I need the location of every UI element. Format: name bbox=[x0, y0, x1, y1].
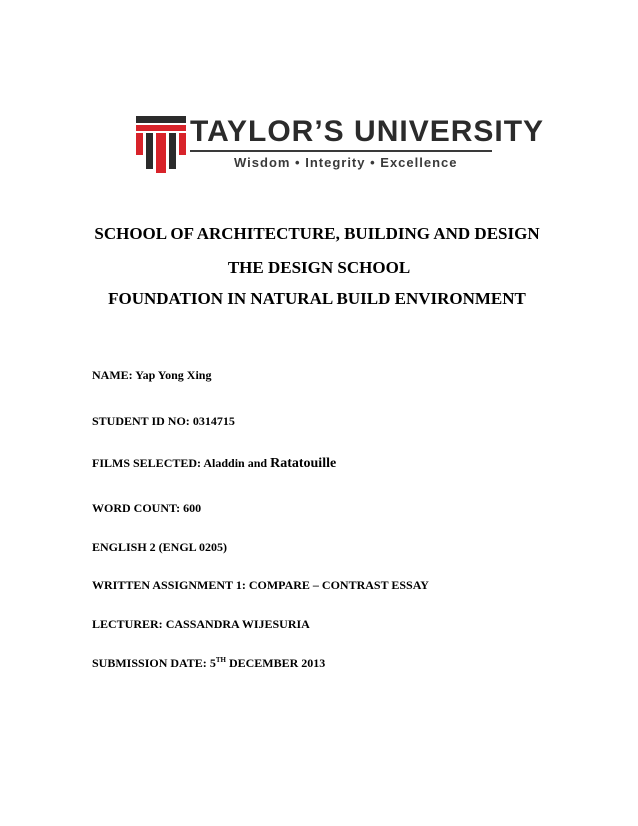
school-title: SCHOOL OF ARCHITECTURE, BUILDING AND DESIGN bbox=[94, 224, 540, 243]
films-value-1: Aladdin and bbox=[203, 456, 268, 470]
submission-row bbox=[92, 656, 325, 671]
word-count-value: 600 bbox=[183, 501, 202, 515]
university-logo bbox=[134, 110, 545, 176]
word-count-label: WORD COUNT: bbox=[92, 501, 181, 515]
films-row bbox=[92, 456, 336, 472]
name-row bbox=[92, 368, 211, 383]
lecturer-label: LECTURER: bbox=[92, 617, 163, 631]
university-name: TAYLOR’S UNIVERSITY bbox=[190, 115, 545, 148]
submission-day: 5 bbox=[209, 656, 216, 670]
department-title: THE DESIGN SCHOOL bbox=[227, 258, 411, 277]
assignment-row bbox=[92, 578, 429, 593]
university-crest-icon bbox=[134, 114, 188, 174]
student-id-row bbox=[92, 414, 235, 429]
logo-divider bbox=[190, 150, 492, 152]
films-label: FILMS SELECTED: bbox=[92, 456, 202, 470]
name-label: NAME: bbox=[92, 368, 133, 382]
name-value: Yap Yong Xing bbox=[135, 368, 212, 382]
university-tagline: Wisdom • Integrity • Excellence bbox=[234, 155, 458, 170]
student-id-value: 0314715 bbox=[192, 414, 235, 428]
lecturer-value: CASSANDRA WIJESURIA bbox=[165, 617, 310, 631]
course-row bbox=[92, 540, 227, 555]
assignment-title: WRITTEN ASSIGNMENT 1: COMPARE – CONTRAST ESSAY bbox=[92, 578, 429, 592]
word-count-row bbox=[92, 501, 201, 516]
student-id-label: STUDENT ID NO: bbox=[92, 414, 190, 428]
lecturer-row bbox=[92, 617, 310, 632]
course-name: ENGLISH 2 (ENGL 0205) bbox=[92, 540, 228, 554]
submission-rest: DECEMBER 2013 bbox=[228, 656, 326, 670]
submission-label: SUBMISSION DATE: bbox=[92, 656, 207, 670]
programme-title: FOUNDATION IN NATURAL BUILD ENVIRONMENT bbox=[108, 289, 526, 308]
films-value-2: Ratatouille bbox=[270, 456, 337, 471]
submission-day-suffix: TH bbox=[215, 656, 226, 664]
